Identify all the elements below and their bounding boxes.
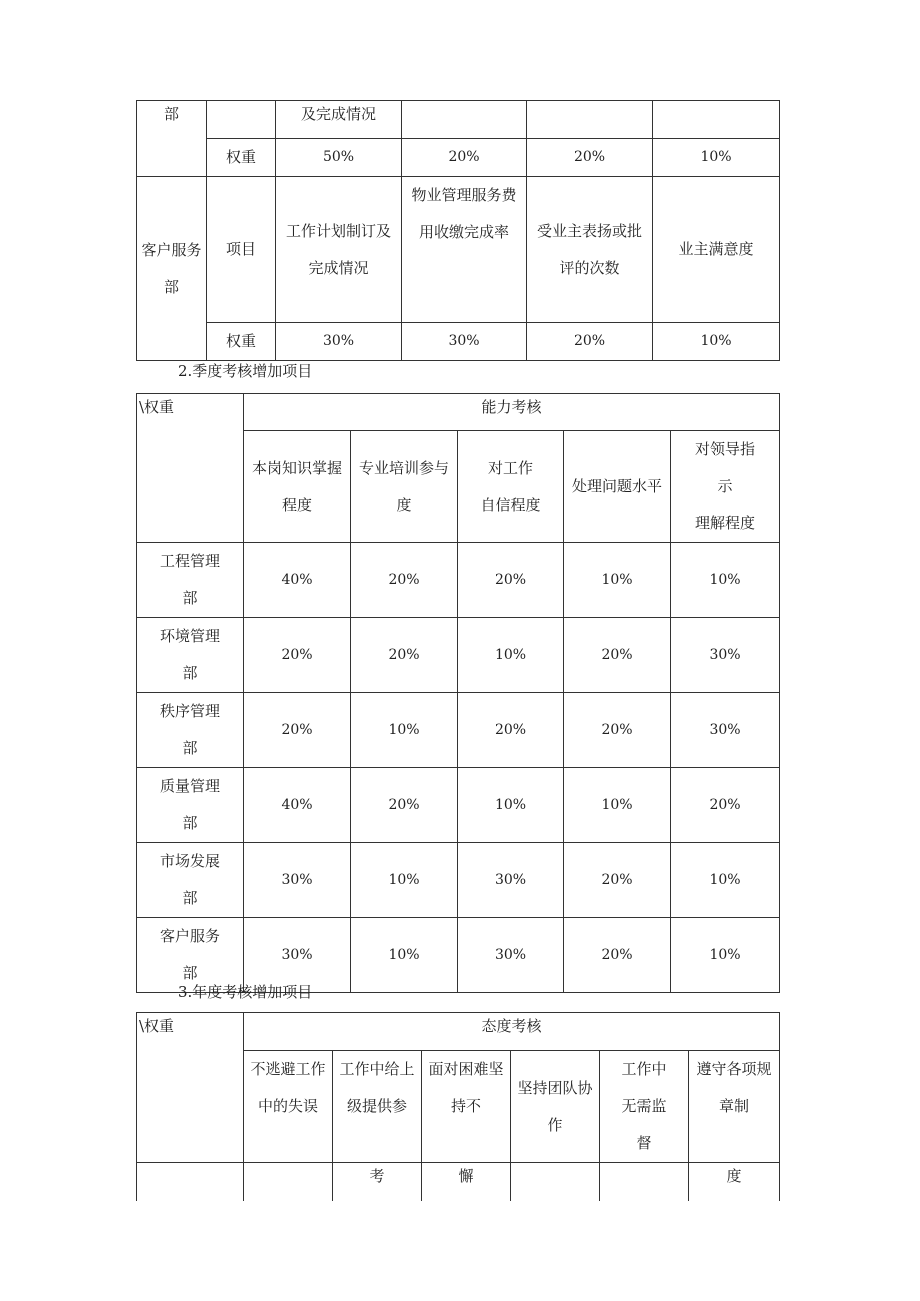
table-row (137, 543, 780, 618)
cell-value: 30% (671, 693, 780, 768)
cell-value: 20% (351, 618, 458, 693)
cell-value: 10% (564, 768, 671, 843)
item-label: 项目 (207, 177, 276, 323)
item-cell: 工作计划制订及 完成情况 (276, 177, 402, 323)
row-dept: 工程管理 部 (137, 543, 244, 618)
cell-value: 20% (564, 843, 671, 918)
group-header-attitude: 态度考核 (244, 1013, 780, 1051)
column-header: 对领导指 示 理解程度 (671, 431, 780, 543)
row-dept: 质量管理 部 (137, 768, 244, 843)
row-dept: 秩序管理 部 (137, 693, 244, 768)
corner-weight-label: \权重 (137, 1013, 244, 1163)
cell-value: 10% (671, 918, 780, 993)
cell-value: 20% (671, 768, 780, 843)
item-cell (527, 101, 653, 139)
cell-value: 20% (564, 693, 671, 768)
header-continuation (244, 1163, 333, 1201)
header-continuation (600, 1163, 689, 1201)
column-header: 不逃避工作 中的失误 (244, 1051, 333, 1163)
item-cell: 受业主表扬或批 评的次数 (527, 177, 653, 323)
cell-value: 20% (351, 768, 458, 843)
column-header: 坚持团队协 作 (511, 1051, 600, 1163)
item-cell: 物业管理服务费 用收缴完成率 (402, 177, 527, 323)
weight-value: 20% (527, 323, 653, 361)
dept-cell-customer-service: 客户服务 部 (137, 177, 207, 361)
section-heading-quarterly: 2.季度考核增加项目 (178, 362, 313, 380)
weight-label: 权重 (207, 139, 276, 177)
cell-value: 20% (564, 918, 671, 993)
row-dept: 市场发展 部 (137, 843, 244, 918)
cell-value: 20% (244, 618, 351, 693)
column-header: 本岗知识掌握 程度 (244, 431, 351, 543)
weight-value: 50% (276, 139, 402, 177)
cell-value: 30% (244, 843, 351, 918)
cell-value: 20% (351, 543, 458, 618)
cell-value: 10% (351, 693, 458, 768)
cell-value: 30% (671, 618, 780, 693)
weight-value: 10% (653, 139, 780, 177)
weight-label: 权重 (207, 323, 276, 361)
cell-value: 30% (458, 918, 564, 993)
weight-value: 30% (276, 323, 402, 361)
header-continuation: 考 (333, 1163, 422, 1201)
cell-value: 10% (351, 918, 458, 993)
cell-value: 40% (244, 768, 351, 843)
weight-value: 30% (402, 323, 527, 361)
column-header: 对工作 自信程度 (458, 431, 564, 543)
cell-value: 20% (458, 693, 564, 768)
cell-value: 40% (244, 543, 351, 618)
cell-value: 10% (564, 543, 671, 618)
row-dept: 客户服务 部 (137, 918, 244, 993)
dept-cell-fragment: 部 (137, 101, 207, 177)
cell-value: 10% (458, 618, 564, 693)
cell-value: 10% (351, 843, 458, 918)
row-dept (137, 1163, 244, 1201)
section-heading-annual: 3.年度考核增加项目 (178, 983, 313, 1001)
weight-value: 10% (653, 323, 780, 361)
table-annual-attitude (136, 1012, 780, 1201)
cell-value: 10% (671, 543, 780, 618)
header-continuation (511, 1163, 600, 1201)
table-row (137, 768, 780, 843)
column-header: 工作中 无需监 督 (600, 1051, 689, 1163)
cell-value: 10% (671, 843, 780, 918)
item-cell (402, 101, 527, 139)
corner-weight-label: \权重 (137, 394, 244, 543)
cell-value: 10% (458, 768, 564, 843)
table-row (137, 618, 780, 693)
column-header: 遵守各项规 章制 (689, 1051, 780, 1163)
table-quarterly-ability (136, 393, 780, 993)
cell-value: 20% (244, 693, 351, 768)
header-continuation: 度 (689, 1163, 780, 1201)
cell-value: 20% (458, 543, 564, 618)
column-header: 处理问题水平 (564, 431, 671, 543)
table-monthly-weights (136, 100, 780, 361)
column-header: 工作中给上 级提供参 (333, 1051, 422, 1163)
header-continuation: 懈 (422, 1163, 511, 1201)
row-dept: 环境管理 部 (137, 618, 244, 693)
label-cell-empty (207, 101, 276, 139)
weight-value: 20% (527, 139, 653, 177)
item-cell: 业主满意度 (653, 177, 780, 323)
table-row (137, 843, 780, 918)
cell-value: 30% (244, 918, 351, 993)
group-header-ability: 能力考核 (244, 394, 780, 431)
table-row (137, 1163, 780, 1201)
table-row (137, 693, 780, 768)
cell-value: 20% (564, 618, 671, 693)
item-cell (653, 101, 780, 139)
weight-value: 20% (402, 139, 527, 177)
column-header: 专业培训参与 度 (351, 431, 458, 543)
column-header: 面对困难坚 持不 (422, 1051, 511, 1163)
item-cell: 及完成情况 (276, 101, 402, 139)
cell-value: 30% (458, 843, 564, 918)
